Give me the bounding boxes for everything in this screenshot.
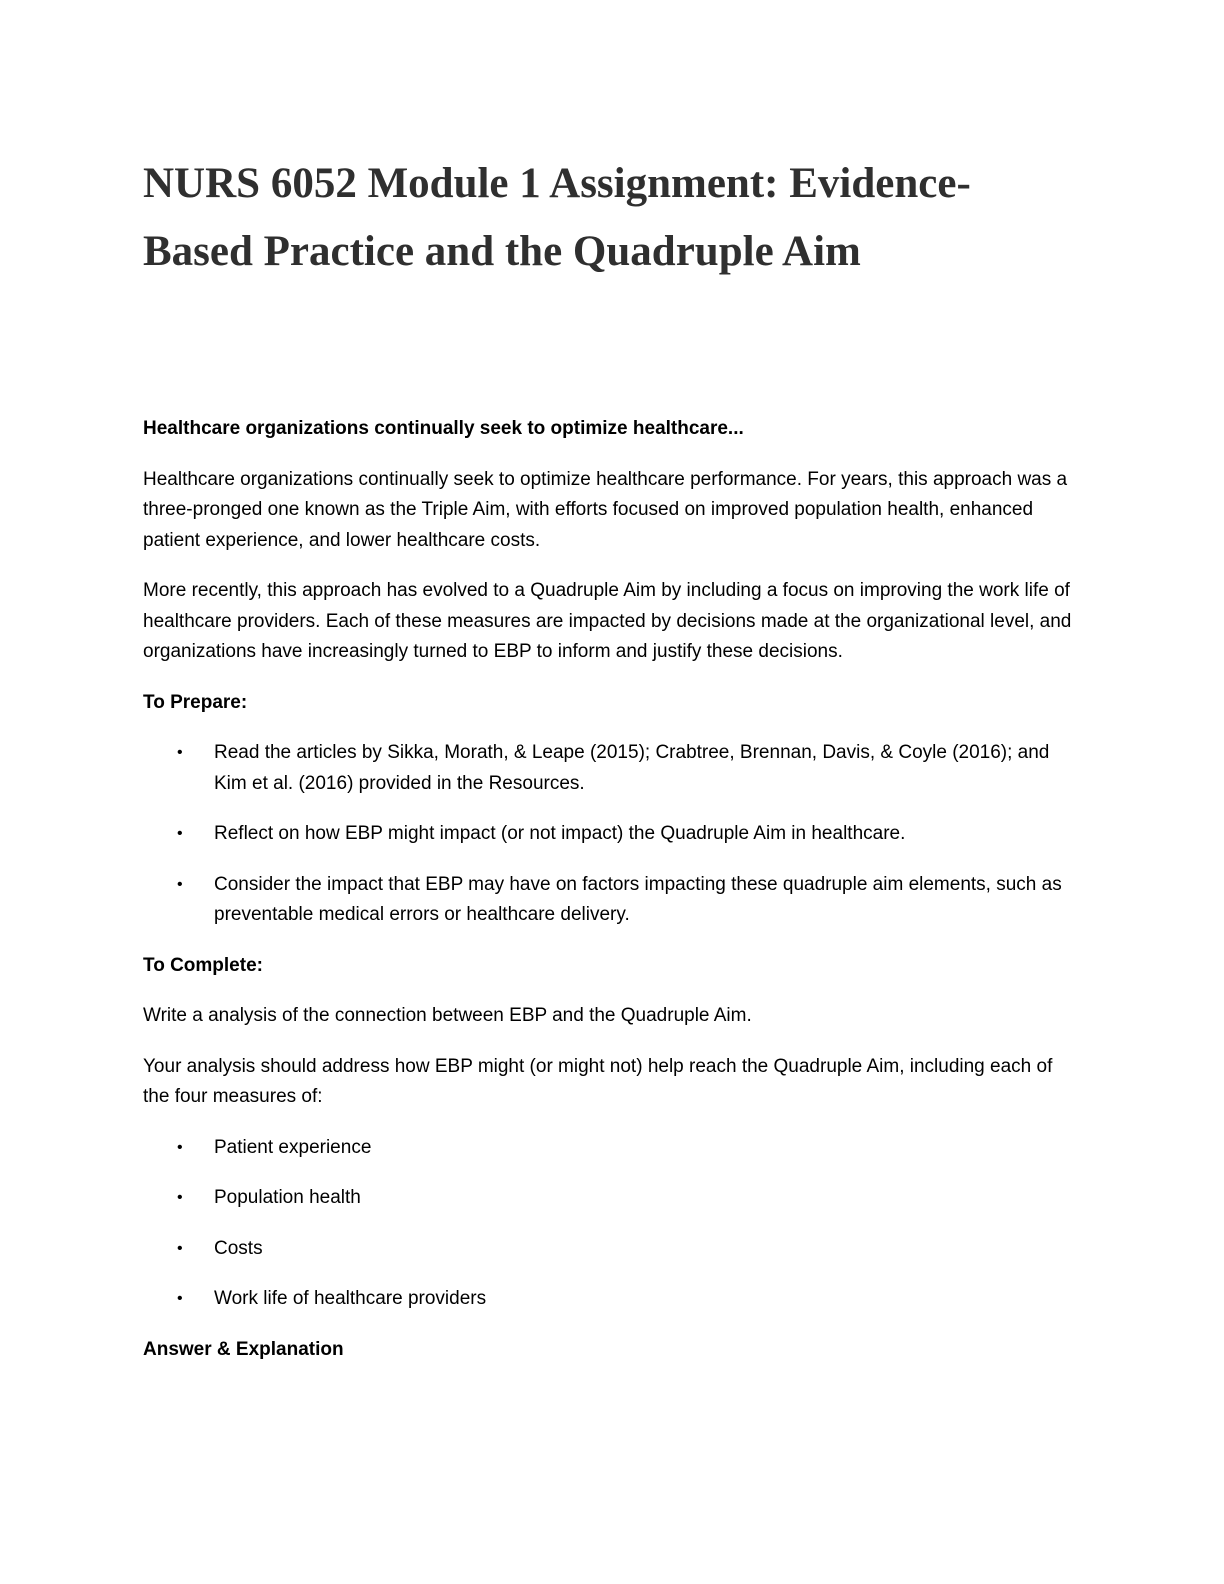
- list-item: [143, 870, 1073, 931]
- bullet-icon: •: [177, 1290, 183, 1307]
- list-item-text: Work life of healthcare providers: [214, 1288, 487, 1309]
- bullet-icon: •: [177, 1189, 183, 1206]
- paragraph-write-analysis: Write a analysis of the connection between EBP and the Quadruple Aim.: [143, 1005, 752, 1026]
- paragraph-triple-aim: Healthcare organizations continually seek to optimize healthcare performance. For years, this approach was a three-pronged one known as the Triple Aim, with efforts focused on improved population health, enhanced patient experience, and lower healthcare costs.: [143, 468, 1068, 551]
- list-item-text: Reflect on how EBP might impact (or not impact) the Quadruple Aim in healthcare.: [214, 823, 906, 844]
- bullet-icon: •: [177, 1138, 183, 1156]
- to-complete-heading: To Complete:: [143, 954, 263, 976]
- measures-list: [143, 1133, 1073, 1315]
- title-line-1: NURS 6052 Module 1 Assignment: Evidence-: [143, 160, 971, 207]
- title-line-2: Based Practice and the Quadruple Aim: [143, 228, 861, 275]
- bullet-icon: •: [177, 825, 183, 842]
- intro-heading: Healthcare organizations continually seek to optimize healthcare...: [143, 418, 744, 439]
- list-item-text: Patient experience: [214, 1136, 372, 1158]
- list-item-text: Population health: [214, 1187, 361, 1208]
- list-item: [143, 1284, 1073, 1315]
- to-prepare-heading: To Prepare:: [143, 691, 248, 713]
- bullet-icon: •: [177, 1239, 183, 1257]
- to-prepare-list: [143, 738, 1073, 931]
- bullet-icon: •: [177, 744, 183, 761]
- page-title: [143, 150, 1103, 286]
- list-item: [143, 1183, 1073, 1214]
- list-item: [143, 1133, 1073, 1164]
- list-item: [143, 1234, 1073, 1265]
- answer-heading: Answer & Explanation: [143, 1338, 344, 1360]
- list-item-text: Read the articles by Sikka, Morath, & Leape (2015); Crabtree, Brennan, Davis, & Coyle (2016); and Kim et al. (2016) provided in the Resources.: [214, 742, 1050, 794]
- list-item: [143, 819, 1073, 850]
- list-item: [143, 738, 1073, 799]
- paragraph-quadruple-aim: More recently, this approach has evolved to a Quadruple Aim by including a focus on improving the work life of healthcare providers. Each of these measures are impacted by decisions made at the organizational level, and organizations have increasingly turned to EBP to inform and justify these decisions.: [143, 580, 1072, 662]
- list-item-text: Costs: [214, 1237, 263, 1259]
- document-body: [143, 414, 1073, 1385]
- paragraph-analysis-scope: Your analysis should address how EBP might (or might not) help reach the Quadruple Aim, including each of the four measures of:: [143, 1055, 1053, 1107]
- list-item-text: Consider the impact that EBP may have on factors impacting these quadruple aim elements, such as preventable medical errors or healthcare delivery.: [214, 873, 1062, 925]
- bullet-icon: •: [177, 875, 183, 893]
